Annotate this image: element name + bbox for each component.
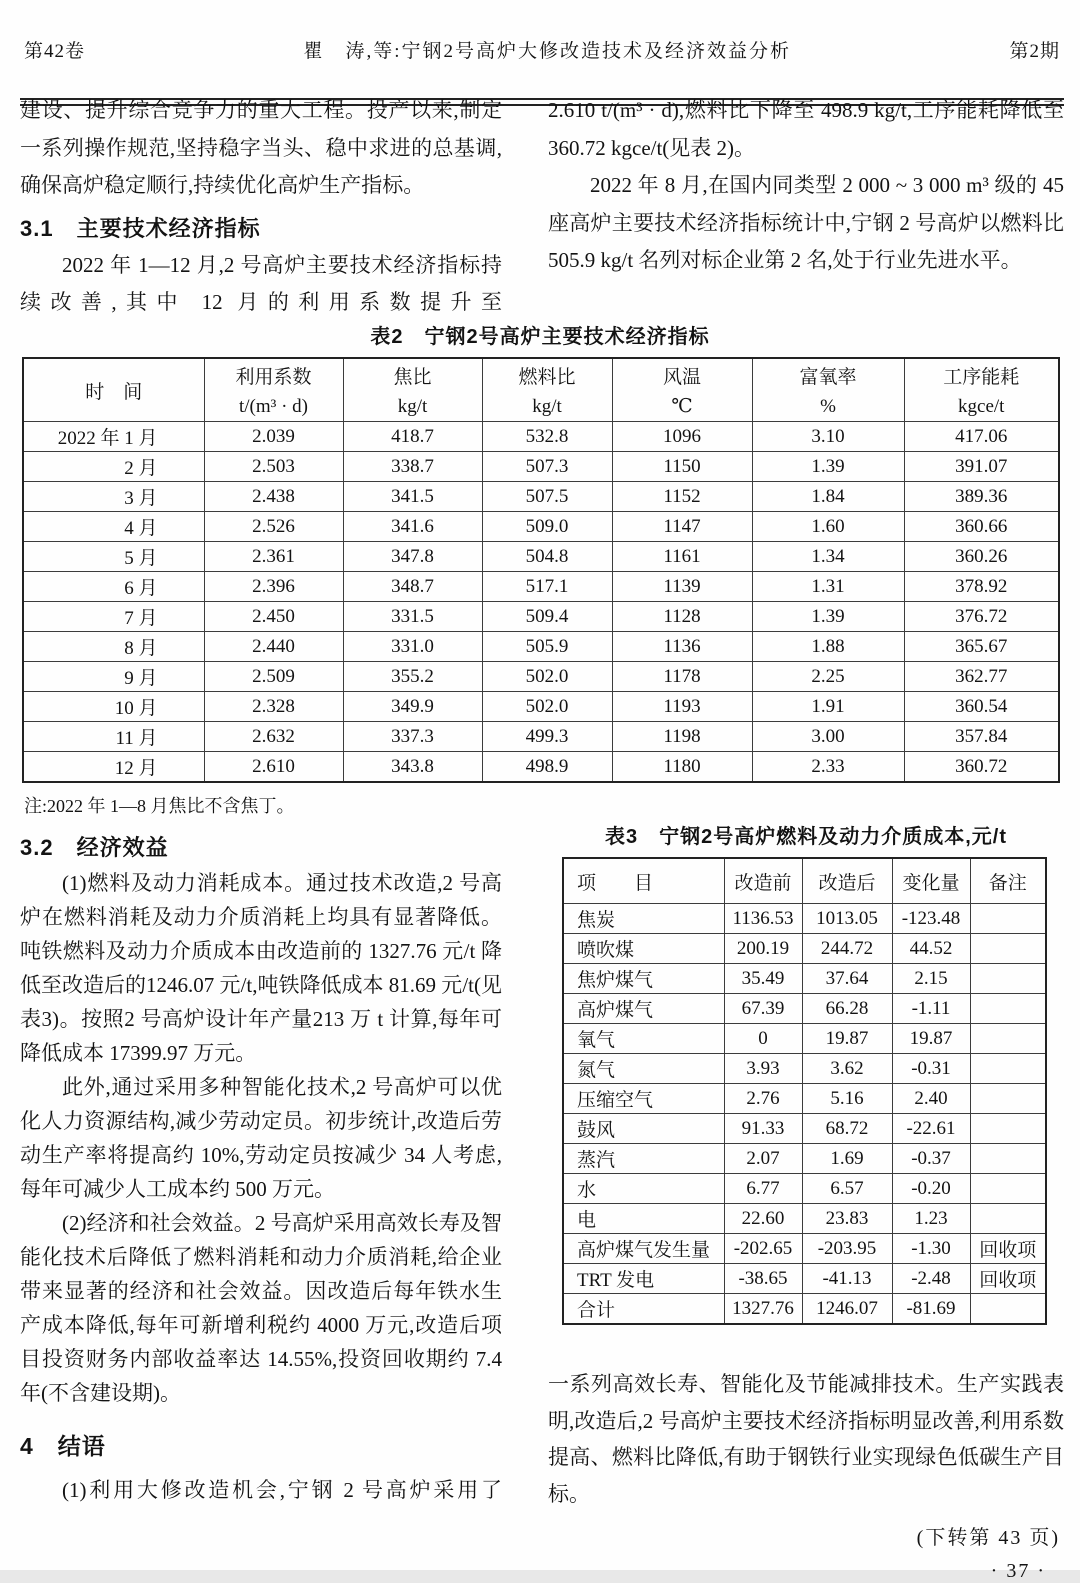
table-cell <box>970 1144 1046 1174</box>
table-cell: 1.84 <box>752 482 904 512</box>
table-cell: 2.07 <box>724 1144 802 1174</box>
table-cell: -1.11 <box>892 994 970 1024</box>
table3-header-row <box>563 858 1046 904</box>
table-cell: -22.61 <box>892 1114 970 1144</box>
table-cell: 1193 <box>612 692 752 722</box>
table-cell: 电 <box>563 1204 724 1234</box>
table3-column-header: 备注 <box>970 858 1046 904</box>
table-cell: 1.31 <box>752 572 904 602</box>
table-cell: 1.23 <box>892 1204 970 1234</box>
table-cell <box>970 1114 1046 1144</box>
table-cell: 回收项 <box>970 1264 1046 1294</box>
section-heading-4: 4 结语 <box>20 1433 106 1459</box>
body-paragraph: (2)经济和社会效益。2 号高炉采用高效长寿及智能化技术后降低了燃料消耗和动力介质消耗,给企业带来显著的经济和社会效益。因改造后每年铁水生产成本降低,每年可新增利税约 4000 万元,改造后项目投资财务内部收益率达 14.55%,投资回收期约 7.4 年(不含建设期)。 <box>20 1211 502 1405</box>
table2-row <box>23 482 1059 512</box>
table-cell: -203.95 <box>802 1234 892 1264</box>
table-cell: 341.5 <box>343 482 482 512</box>
table-cell: 5.16 <box>802 1084 892 1114</box>
table-cell: 517.1 <box>482 572 612 602</box>
table-cell: 2.503 <box>204 452 343 482</box>
body-paragraph: 2022 年 1—12 月,2 号高炉主要技术经济指标持续改善,其中 12 月的利用系数提升至 <box>20 252 502 314</box>
table-cell: -0.37 <box>892 1144 970 1174</box>
table-cell: 12 月 <box>23 752 204 783</box>
table3-row <box>563 994 1046 1024</box>
table2-header-row <box>23 358 1059 422</box>
table-cell: -123.48 <box>892 904 970 934</box>
table-cell: 44.52 <box>892 934 970 964</box>
table-cell: 1.34 <box>752 542 904 572</box>
table-cell: 1180 <box>612 752 752 783</box>
body-paragraph: (1)利用大修改造机会,宁钢 2 号高炉采用了 <box>62 1478 502 1502</box>
table-cell: 507.5 <box>482 482 612 512</box>
right-column-bottom <box>548 824 1064 1583</box>
table-cell: -0.20 <box>892 1174 970 1204</box>
table-cell: 2022 年 1 月 <box>23 422 204 452</box>
table3-row <box>563 1264 1046 1294</box>
table-cell: 362.77 <box>904 662 1059 692</box>
table-cell: 喷吹煤 <box>563 934 724 964</box>
table3-row <box>563 1294 1046 1325</box>
table-cell: 504.8 <box>482 542 612 572</box>
table-cell: 509.0 <box>482 512 612 542</box>
table2-column-header: 燃料比 kg/t <box>482 358 612 422</box>
table-cell: 5 月 <box>23 542 204 572</box>
table2-row <box>23 752 1059 783</box>
table-cell: 1150 <box>612 452 752 482</box>
table-cell: 2 月 <box>23 452 204 482</box>
table-cell: 1147 <box>612 512 752 542</box>
table-cell: 氮气 <box>563 1054 724 1084</box>
table-cell: -81.69 <box>892 1294 970 1325</box>
table-cell: 1327.76 <box>724 1294 802 1325</box>
table-cell: 1152 <box>612 482 752 512</box>
table-cell: 200.19 <box>724 934 802 964</box>
table-cell: 360.54 <box>904 692 1059 722</box>
table-cell <box>970 1294 1046 1325</box>
right-column-top <box>548 92 1064 280</box>
table-cell: 4 月 <box>23 512 204 542</box>
table3-column-header: 改造前 <box>724 858 802 904</box>
table2-column-header: 风温 ℃ <box>612 358 752 422</box>
table-cell: 509.4 <box>482 602 612 632</box>
table-cell: 3.62 <box>802 1054 892 1084</box>
table-cell: 331.5 <box>343 602 482 632</box>
table-cell: 1.88 <box>752 632 904 662</box>
table-cell: 357.84 <box>904 722 1059 752</box>
continuation-note: (下转第 43 页) <box>916 1527 1060 1549</box>
table2-row <box>23 542 1059 572</box>
table-cell: 1139 <box>612 572 752 602</box>
table3-column-header: 改造后 <box>802 858 892 904</box>
table-cell: -2.48 <box>892 1264 970 1294</box>
table3-row <box>563 1024 1046 1054</box>
table-cell: 67.39 <box>724 994 802 1024</box>
table3-row <box>563 934 1046 964</box>
table-cell: 6 月 <box>23 572 204 602</box>
volume-label: 第42卷 <box>24 41 86 62</box>
table-cell: 505.9 <box>482 632 612 662</box>
table2-title: 表2 宁钢2号高炉主要技术经济指标 <box>370 326 710 348</box>
table-cell: 37.64 <box>802 964 892 994</box>
table-cell: 2.438 <box>204 482 343 512</box>
table3-row <box>563 1054 1046 1084</box>
table-cell: 0 <box>724 1024 802 1054</box>
table2-column-header: 工序能耗 kgce/t <box>904 358 1059 422</box>
table-cell: -0.31 <box>892 1054 970 1084</box>
table-cell: -1.30 <box>892 1234 970 1264</box>
table-cell: 66.28 <box>802 994 892 1024</box>
table-cell: 355.2 <box>343 662 482 692</box>
body-paragraph: 2.610 t/(m³ · d),燃料比下降至 498.9 kg/t,工序能耗降低至 360.72 kgce/t(见表 2)。 <box>548 98 1064 160</box>
table2-row <box>23 692 1059 722</box>
table-cell: -41.13 <box>802 1264 892 1294</box>
table2-block <box>22 324 1058 818</box>
table-cell: 2.33 <box>752 752 904 783</box>
table3-row <box>563 964 1046 994</box>
table-cell: 23.83 <box>802 1204 892 1234</box>
table3-row <box>563 1234 1046 1264</box>
body-paragraph: 建设、提升综合竞争力的重大工程。投产以来,制定一系列操作规范,坚持稳字当头、稳中求进的总基调,确保高炉稳定顺行,持续优化高炉生产指标。 <box>20 98 502 197</box>
table-cell: 349.9 <box>343 692 482 722</box>
table3-title: 表3 宁钢2号高炉燃料及动力介质成本,元/t <box>604 826 1008 848</box>
table-cell: 8 月 <box>23 632 204 662</box>
table2-note: 注:2022 年 1—8 月焦比不含焦丁。 <box>24 796 295 816</box>
table3-row <box>563 904 1046 934</box>
table-cell: 3.10 <box>752 422 904 452</box>
table2-row <box>23 632 1059 662</box>
table-cell: 1128 <box>612 602 752 632</box>
table-cell: 1.39 <box>752 602 904 632</box>
table-cell: 3 月 <box>23 482 204 512</box>
table-cell: 499.3 <box>482 722 612 752</box>
table-cell: 焦炉煤气 <box>563 964 724 994</box>
table-cell: 1178 <box>612 662 752 692</box>
table-cell: 1161 <box>612 542 752 572</box>
table-cell: 2.039 <box>204 422 343 452</box>
table-cell: 502.0 <box>482 692 612 722</box>
table-cell: 水 <box>563 1174 724 1204</box>
table-cell: 378.92 <box>904 572 1059 602</box>
table-cell <box>970 934 1046 964</box>
table-cell: 2.40 <box>892 1084 970 1114</box>
table3-row <box>563 1084 1046 1114</box>
table-cell: 1.69 <box>802 1144 892 1174</box>
table-cell <box>970 1024 1046 1054</box>
table-cell: 高炉煤气发生量 <box>563 1234 724 1264</box>
section-heading-3-1: 3.1 主要技术经济指标 <box>20 215 261 241</box>
table-cell: 2.509 <box>204 662 343 692</box>
table-cell: 376.72 <box>904 602 1059 632</box>
table-cell: 502.0 <box>482 662 612 692</box>
table-cell: 337.3 <box>343 722 482 752</box>
table-cell: 2.25 <box>752 662 904 692</box>
table3-row <box>563 1174 1046 1204</box>
table-cell: 2.610 <box>204 752 343 783</box>
running-head <box>24 36 1060 63</box>
table-cell: 7 月 <box>23 602 204 632</box>
table-cell: 10 月 <box>23 692 204 722</box>
running-title: 瞿 涛,等:宁钢2号高炉大修改造技术及经济效益分析 <box>303 41 792 62</box>
table3 <box>562 857 1047 1325</box>
table2-row <box>23 602 1059 632</box>
table-cell: 氧气 <box>563 1024 724 1054</box>
table-cell: 3.00 <box>752 722 904 752</box>
table-cell: 532.8 <box>482 422 612 452</box>
table-cell: 高炉煤气 <box>563 994 724 1024</box>
table-cell <box>970 994 1046 1024</box>
issue-label: 第2期 <box>1009 41 1060 62</box>
table-cell: 331.0 <box>343 632 482 662</box>
table-cell: 1136.53 <box>724 904 802 934</box>
table-cell: 1096 <box>612 422 752 452</box>
table2-row <box>23 722 1059 752</box>
table3-row <box>563 1204 1046 1234</box>
body-paragraph: 2022 年 8 月,在国内同类型 2 000 ~ 3 000 m³ 级的 45 座高炉主要技术经济指标统计中,宁钢 2 号高炉以燃料比 505.9 kg/t 名列对标企业第 2 名,处于行业先进水平。 <box>548 173 1064 272</box>
table-cell <box>970 1174 1046 1204</box>
table-cell: 22.60 <box>724 1204 802 1234</box>
body-paragraph: 一系列高效长寿、智能化及节能减排技术。生产实践表明,改造后,2 号高炉主要技术经济指标明显改善,利用系数提高、燃料比降低,有助于钢铁行业实现绿色低碳生产目标。 <box>548 1372 1064 1506</box>
table-cell: 压缩空气 <box>563 1084 724 1114</box>
table-cell <box>970 1084 1046 1114</box>
table3-column-header: 变化量 <box>892 858 970 904</box>
table-cell: 19.87 <box>802 1024 892 1054</box>
table-cell <box>970 964 1046 994</box>
table-cell: 338.7 <box>343 452 482 482</box>
table-cell <box>970 1054 1046 1084</box>
table-cell: 1.91 <box>752 692 904 722</box>
table-cell: 6.77 <box>724 1174 802 1204</box>
table-cell: 35.49 <box>724 964 802 994</box>
table-cell: 341.6 <box>343 512 482 542</box>
table2-column-header: 富氧率 % <box>752 358 904 422</box>
table-cell: 鼓风 <box>563 1114 724 1144</box>
left-column-top <box>20 92 502 322</box>
table-cell: 11 月 <box>23 722 204 752</box>
left-column-bottom <box>20 824 502 1510</box>
table-cell: 244.72 <box>802 934 892 964</box>
table-cell: 1136 <box>612 632 752 662</box>
table-cell: 347.8 <box>343 542 482 572</box>
table2-row <box>23 452 1059 482</box>
table2-column-header: 焦比 kg/t <box>343 358 482 422</box>
table-cell: 合计 <box>563 1294 724 1325</box>
table-cell: 3.93 <box>724 1054 802 1084</box>
table-cell: 6.57 <box>802 1174 892 1204</box>
table-cell: 360.26 <box>904 542 1059 572</box>
table3-row <box>563 1114 1046 1144</box>
table2-row <box>23 422 1059 452</box>
table-cell: 回收项 <box>970 1234 1046 1264</box>
table-cell: 2.15 <box>892 964 970 994</box>
table-cell: TRT 发电 <box>563 1264 724 1294</box>
table2-column-header: 利用系数 t/(m³ · d) <box>204 358 343 422</box>
table-cell: 2.361 <box>204 542 343 572</box>
table-cell: 2.632 <box>204 722 343 752</box>
table-cell <box>970 1204 1046 1234</box>
table-cell: 2.450 <box>204 602 343 632</box>
body-paragraph: (1)燃料及动力消耗成本。通过技术改造,2 号高炉在燃料消耗及动力介质消耗上均具有显著降低。吨铁燃料及动力介质成本由改造前的 1327.76 元/t 降低至改造后的1246.07 元/t,吨铁降低成本 81.69 元/t(见表3)。按照2 号高炉设计年产量213 万 t 计算,每年可降低成本 17399.97 万元。 <box>20 871 502 1065</box>
table-cell: 1013.05 <box>802 904 892 934</box>
table-cell: 2.328 <box>204 692 343 722</box>
table-cell: 9 月 <box>23 662 204 692</box>
table-cell: 焦炭 <box>563 904 724 934</box>
table-cell: 507.3 <box>482 452 612 482</box>
table-cell: 1.60 <box>752 512 904 542</box>
table2-row <box>23 572 1059 602</box>
table2-row <box>23 662 1059 692</box>
table-cell: 蒸汽 <box>563 1144 724 1174</box>
table-cell: 360.66 <box>904 512 1059 542</box>
table-cell: 360.72 <box>904 752 1059 783</box>
table-cell: 365.67 <box>904 632 1059 662</box>
table-cell: 418.7 <box>343 422 482 452</box>
table-cell: -202.65 <box>724 1234 802 1264</box>
table-cell: 68.72 <box>802 1114 892 1144</box>
table-cell: 2.526 <box>204 512 343 542</box>
table3-row <box>563 1144 1046 1174</box>
table-cell: -38.65 <box>724 1264 802 1294</box>
table-cell: 1246.07 <box>802 1294 892 1325</box>
table2-row <box>23 512 1059 542</box>
table-cell: 2.396 <box>204 572 343 602</box>
table-cell: 417.06 <box>904 422 1059 452</box>
table2-column-header: 时 间 <box>23 358 204 422</box>
table-cell: 389.36 <box>904 482 1059 512</box>
table-cell: 498.9 <box>482 752 612 783</box>
table-cell: 348.7 <box>343 572 482 602</box>
table-cell: 1198 <box>612 722 752 752</box>
table-cell: 2.440 <box>204 632 343 662</box>
table-cell: 391.07 <box>904 452 1059 482</box>
table-cell <box>970 904 1046 934</box>
table-cell: 1.39 <box>752 452 904 482</box>
section-heading-3-2: 3.2 经济效益 <box>20 835 169 860</box>
table2 <box>22 357 1060 783</box>
body-paragraph: 此外,通过采用多种智能化技术,2 号高炉可以优化人力资源结构,减少劳动定员。初步统计,改造后劳动生产率将提高约 10%,劳动定员按减少 34 人考虑,每年可减少人工成本约 500 万元。 <box>20 1075 502 1201</box>
table-cell: 91.33 <box>724 1114 802 1144</box>
page-number: · 37 · <box>990 1560 1046 1582</box>
table-cell: 2.76 <box>724 1084 802 1114</box>
table-cell: 343.8 <box>343 752 482 783</box>
table3-column-header: 项 目 <box>563 858 724 904</box>
table-cell: 19.87 <box>892 1024 970 1054</box>
